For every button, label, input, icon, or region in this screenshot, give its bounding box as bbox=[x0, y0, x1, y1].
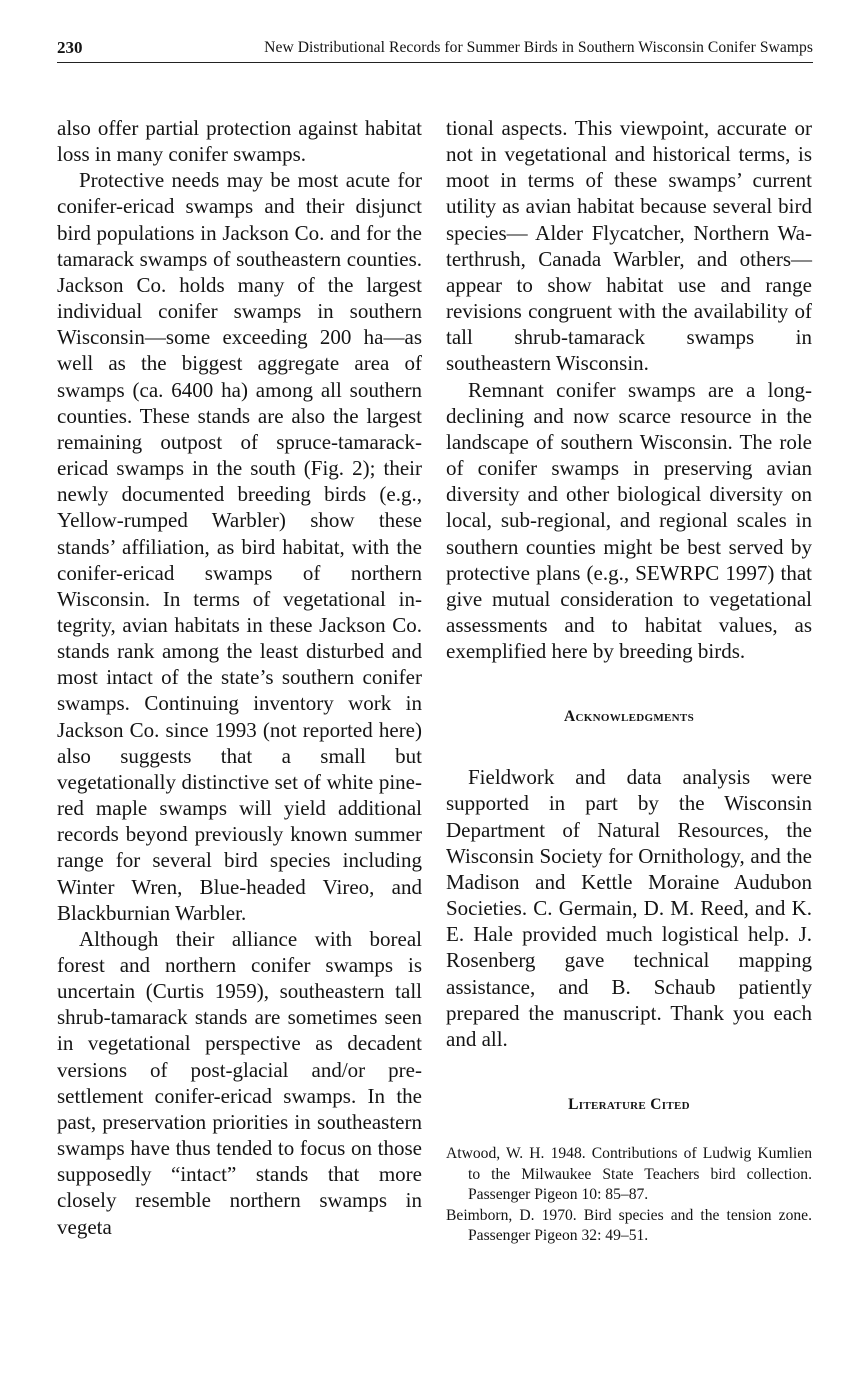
page-number: 230 bbox=[57, 38, 83, 57]
body-paragraph: Although their alliance with boreal forest and northern conifer swamps is uncertain (Curtis 1959), southeastern tall shrub-tamarack stands are sometimes seen in vegetational perspective as decadent versions of post-glacial and/or pre-settlement conifer-ericad swamps. In the past, preservation priorities in southeastern swamps have thus tended to focus on those supposedly “intact” stands that more closely resemble northern swamps in vegeta bbox=[57, 926, 422, 1239]
body-paragraph: Remnant conifer swamps are a long-declining and now scarce resource in the landscape of southern Wisconsin. The role of conifer swamps in preserving avian diversity and other biological diversity on local, sub-regional, and regional scales in southern counties might be best served by protective plans (e.g., SEWRPC 1997) that give mutual consideration to vegetational assessments and to habitat values, as exemplified here by breeding birds. bbox=[446, 377, 812, 664]
body-paragraph: tional aspects. This viewpoint, accurate or not in vegetational and historical terms, is moot in terms of these swamps’ current utility as avian habitat because several bird species— Alder Flycatcher, Northern Waterthrush, Canada Warbler, and others—appear to show habitat use and range revisions congruent with the availability of tall shrub-tamarack swamps in southeastern Wisconsin. bbox=[446, 116, 812, 376]
right-column bbox=[446, 115, 812, 1247]
acknowledgments-paragraph: Fieldwork and data analysis were supported in part by the Wisconsin Department of Natural Resources, the Wisconsin Society for Ornithology, and the Madison and Kettle Moraine Audubon Societies. C. Germain, D. M. Reed, and K. E. Hale provided much logistical help. J. Rosenberg gave technical mapping assistance, and B. Schaub patiently prepared the manuscript. Thank you each and all. bbox=[446, 765, 812, 1051]
reference-item: Atwood, W. H. 1948. Contributions of Ludwig Kumlien to the Milwaukee State Teachers bird collection. Passenger Pigeon 10: 85–87. bbox=[446, 1145, 812, 1203]
body-paragraph: Protective needs may be most acute for conifer-ericad swamps and their disjunct bird populations in Jackson Co. and for the tamarack swamps of southeastern counties. Jackson Co. holds many of the largest individual conifer swamps in southern Wisconsin—some exceeding 200 ha—as well as the biggest aggregate area of swamps (ca. 6400 ha) among all southern counties. These stands are also the largest remaining outpost of spruce-tamarack-ericad swamps in the south (Fig. 2); their newly documented breeding birds (e.g., Yellow-rumped Warbler) show these stands’ affiliation, as bird habitat, with the conifer-ericad swamps of northern Wisconsin. In terms of vegetational integrity, avian habitats in these Jackson Co. stands rank among the least disturbed and most intact of the state’s southern conifer swamps. Continuing inventory work in Jackson Co. since 1993 (not reported here) also suggests that a small but vegetationally distinctive set of white pine-red maple swamps will yield additional records beyond previously known summer range for several bird species including Winter Wren, Blue-headed Vireo, and Blackburnian Warbler. bbox=[57, 168, 422, 925]
left-column bbox=[57, 115, 422, 1240]
reference-item: Beimborn, D. 1970. Bird species and the tension zone. Passenger Pigeon 32: 49–51. bbox=[446, 1206, 812, 1244]
body-paragraph: also offer partial protection against habitat loss in many conifer swamps. bbox=[57, 116, 422, 167]
running-title: New Distributional Records for Summer Birds in Southern Wisconsin Conifer Swamps bbox=[264, 39, 813, 56]
reference-list bbox=[446, 1144, 812, 1247]
page-header bbox=[57, 36, 813, 63]
literature-cited-heading: Literature Cited bbox=[568, 1096, 690, 1113]
acknowledgments-heading: Acknowledgments bbox=[564, 708, 694, 726]
